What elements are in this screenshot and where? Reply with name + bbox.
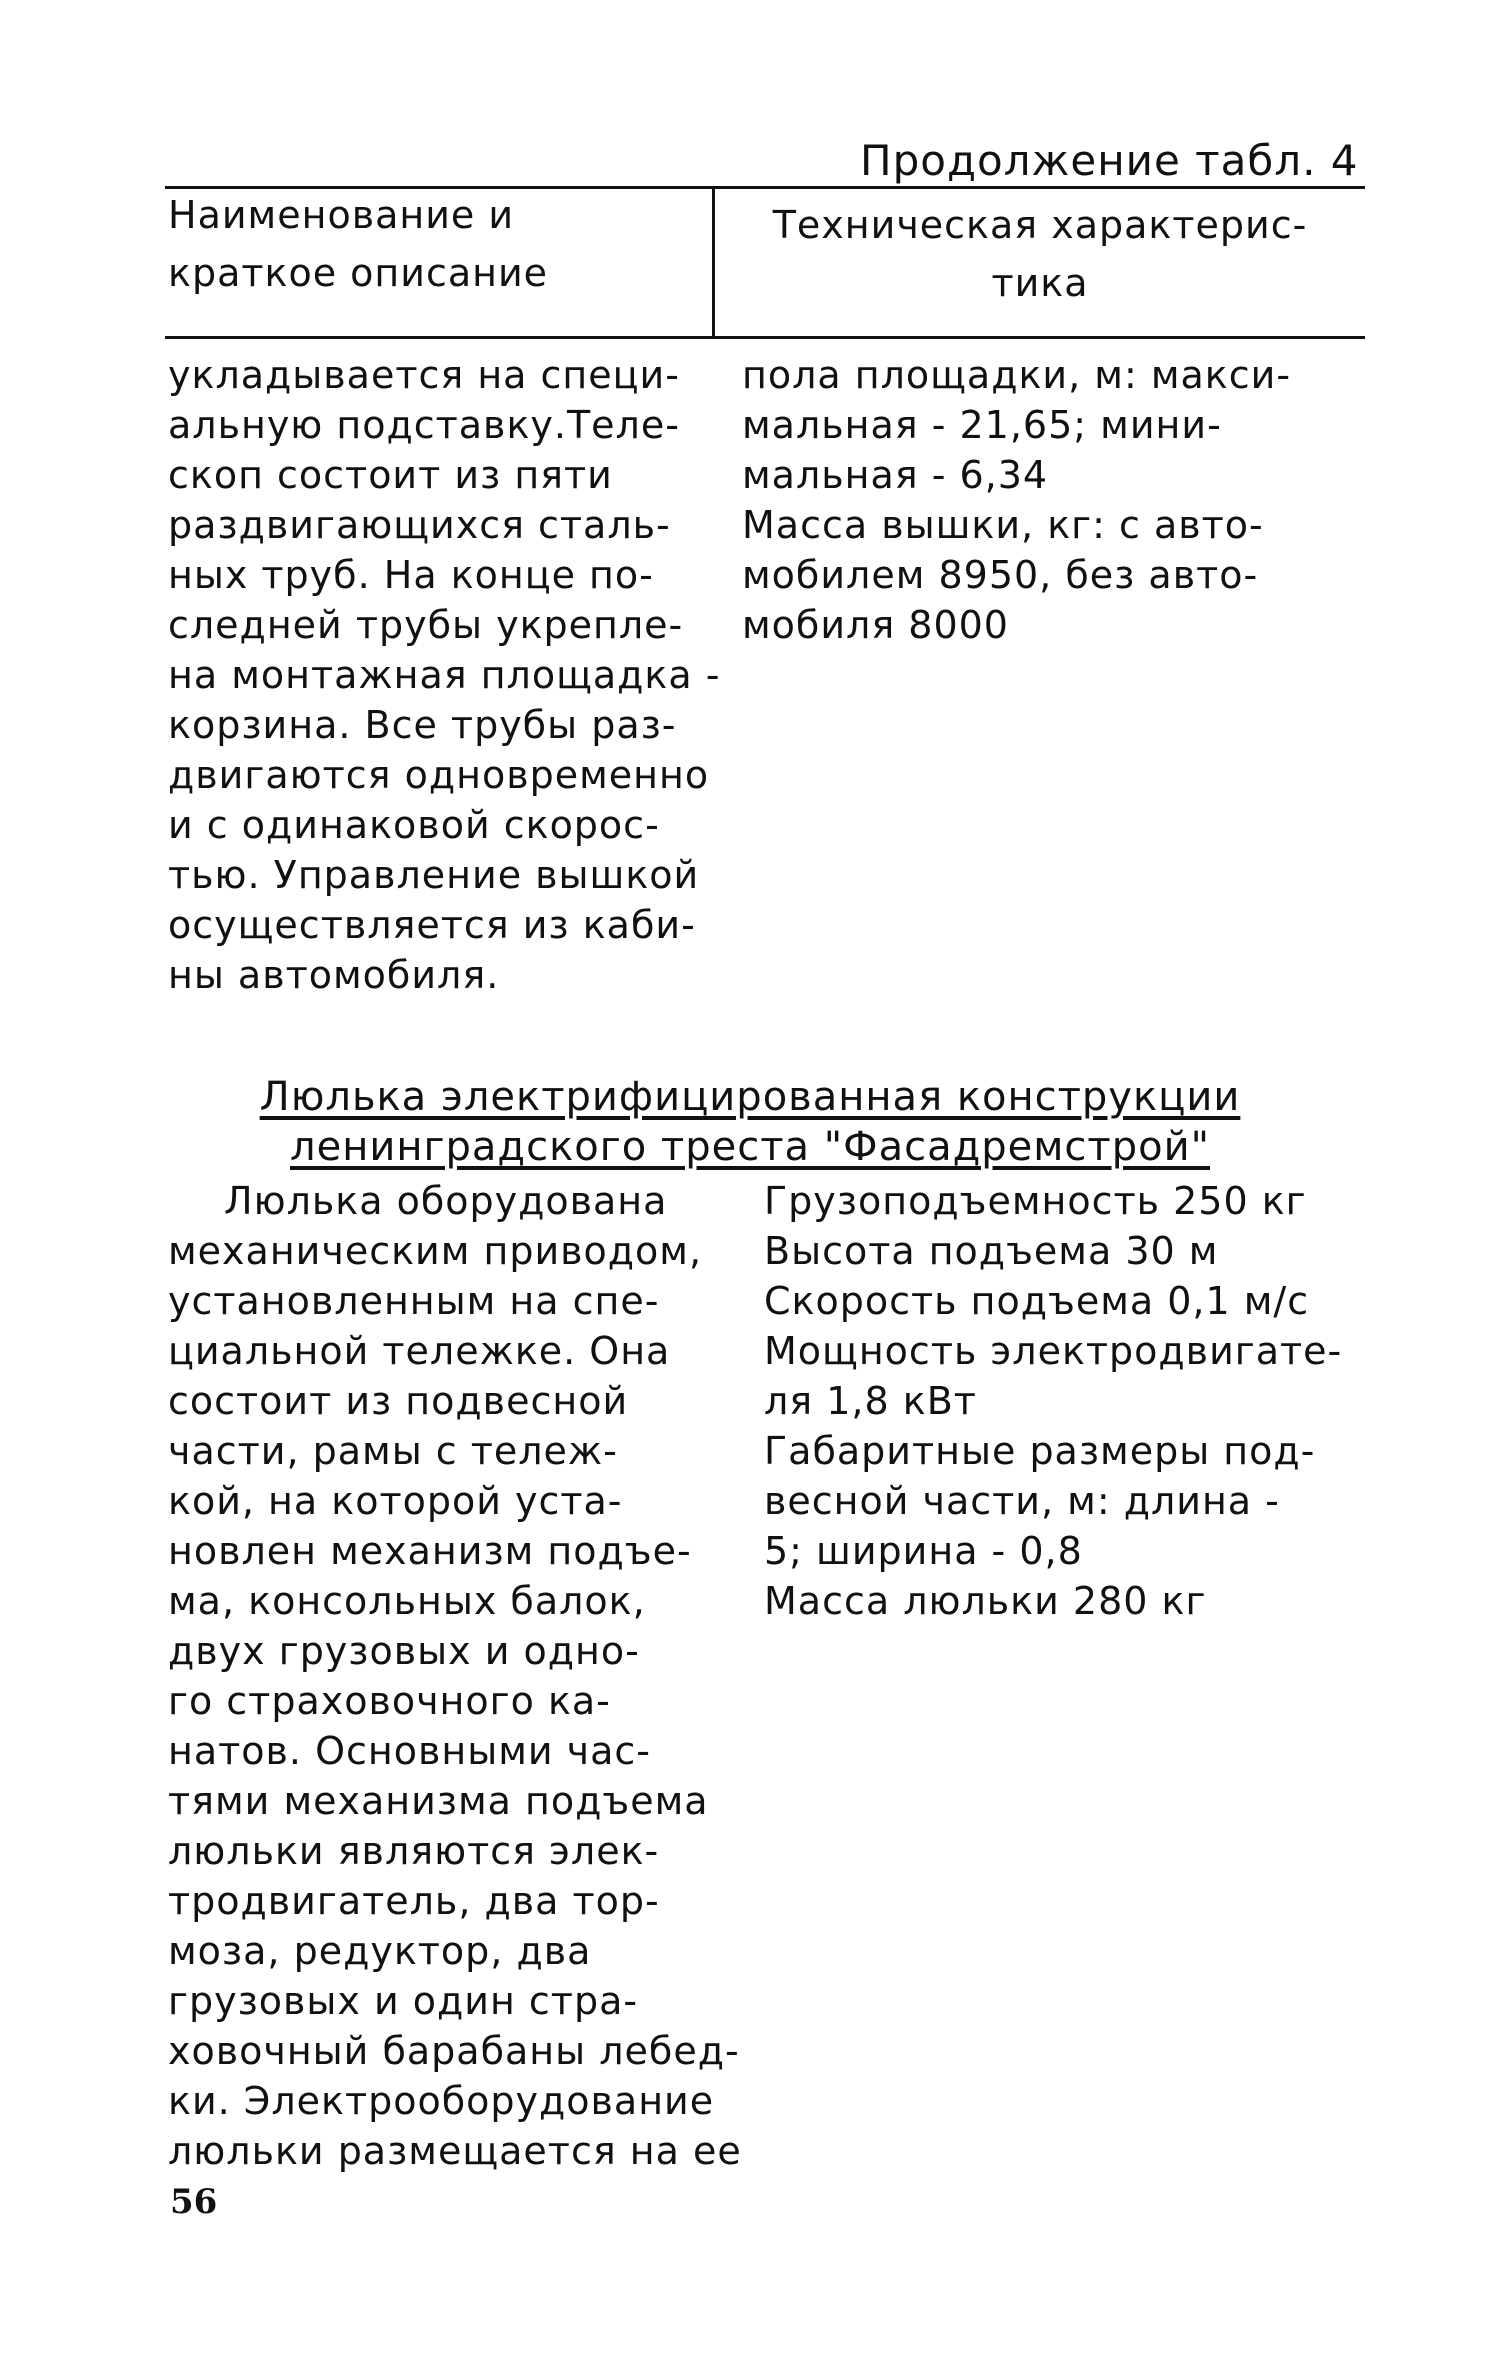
page-number: 56: [170, 2182, 218, 2222]
text-line: ных труб. На конце по-: [168, 553, 654, 597]
text-line: Люлька оборудована: [224, 1179, 668, 1223]
section-description: [168, 1176, 742, 2176]
text-line: ля 1,8 кВт: [764, 1379, 977, 1423]
text-line: люльки размещается на ее: [168, 2129, 742, 2173]
text-line: установленным на спе-: [168, 1279, 660, 1323]
text-line: весной части, м: длина -: [764, 1479, 1280, 1523]
text-line: ма, консольных балок,: [168, 1579, 646, 1623]
text-line: кой, на которой уста-: [168, 1479, 623, 1523]
text-line: осуществляется из каби-: [168, 903, 696, 947]
text-line: и с одинаковой скорос-: [168, 803, 660, 847]
text-line: моза, редуктор, два: [168, 1929, 592, 1973]
text-line: ны автомобиля.: [168, 953, 500, 997]
row-description: [168, 350, 720, 1000]
text-line: мобиля 8000: [742, 603, 1009, 647]
text-line: мальная - 6,34: [742, 453, 1049, 497]
text-line: люльки являются элек-: [168, 1829, 660, 1873]
table-header-name: [168, 186, 698, 302]
section-title-line: ленинградского треста "Фасадремстрой": [290, 1124, 1210, 1170]
text-line: циальной тележке. Она: [168, 1329, 671, 1373]
section-title-line: Люлька электрифицированная конструкции: [259, 1074, 1241, 1120]
text-line: тродвигатель, два тор-: [168, 1879, 660, 1923]
text-line: двух грузовых и одно-: [168, 1629, 640, 1673]
header-name-line: краткое описание: [168, 251, 549, 295]
text-line: скоп состоит из пяти: [168, 453, 613, 497]
text-line: альную подставку.Теле-: [168, 403, 680, 447]
header-characteristics-line: Техническая характерис-: [772, 203, 1308, 247]
text-line: Габаритные размеры под-: [764, 1429, 1316, 1473]
text-line: грузовых и один стра-: [168, 1979, 639, 2023]
row-characteristics: [742, 350, 1291, 650]
text-line: двигаются одновременно: [168, 753, 710, 797]
text-line: состоит из подвесной: [168, 1379, 629, 1423]
text-line: новлен механизм подъе-: [168, 1529, 692, 1573]
text-line: тью. Управление вышкой: [168, 853, 700, 897]
table-header-characteristics: [720, 196, 1360, 312]
text-line: механическим приводом,: [168, 1229, 703, 1273]
table-continuation-label: Продолжение табл. 4: [860, 136, 1359, 185]
text-line: пола площадки, м: макси-: [742, 353, 1292, 397]
text-line: Грузоподъемность 250 кг: [764, 1179, 1307, 1223]
text-line: Скорость подъема 0,1 м/с: [764, 1279, 1310, 1323]
text-line: раздвигающихся сталь-: [168, 503, 671, 547]
text-line: тями механизма подъема: [168, 1779, 709, 1823]
text-line: ки. Электрооборудование: [168, 2079, 715, 2123]
text-line: Масса люльки 280 кг: [764, 1579, 1207, 1623]
header-name-line: Наименование и: [168, 193, 515, 237]
section-characteristics: [764, 1176, 1342, 1626]
text-line: следней трубы укрепле-: [168, 603, 684, 647]
table-column-divider: [712, 188, 715, 338]
text-line: го страховочного ка-: [168, 1679, 611, 1723]
header-characteristics-line: тика: [991, 261, 1089, 305]
text-line: Масса вышки, кг: с авто-: [742, 503, 1264, 547]
table-header-bottom-rule: [165, 336, 1365, 339]
text-line: Мощность электродвигате-: [764, 1329, 1343, 1373]
text-line: Высота подъема 30 м: [764, 1229, 1219, 1273]
text-line: части, рамы с тележ-: [168, 1429, 618, 1473]
text-line: корзина. Все трубы раз-: [168, 703, 677, 747]
text-line: натов. Основными час-: [168, 1729, 651, 1773]
text-line: укладывается на специ-: [168, 353, 680, 397]
text-line: мобилем 8950, без авто-: [742, 553, 1259, 597]
text-line: мальная - 21,65; мини-: [742, 403, 1222, 447]
text-line: 5; ширина - 0,8: [764, 1529, 1083, 1573]
section-title: [200, 1072, 1300, 1172]
text-line: ховочный барабаны лебед-: [168, 2029, 740, 2073]
text-line: на монтажная площадка -: [168, 653, 721, 697]
